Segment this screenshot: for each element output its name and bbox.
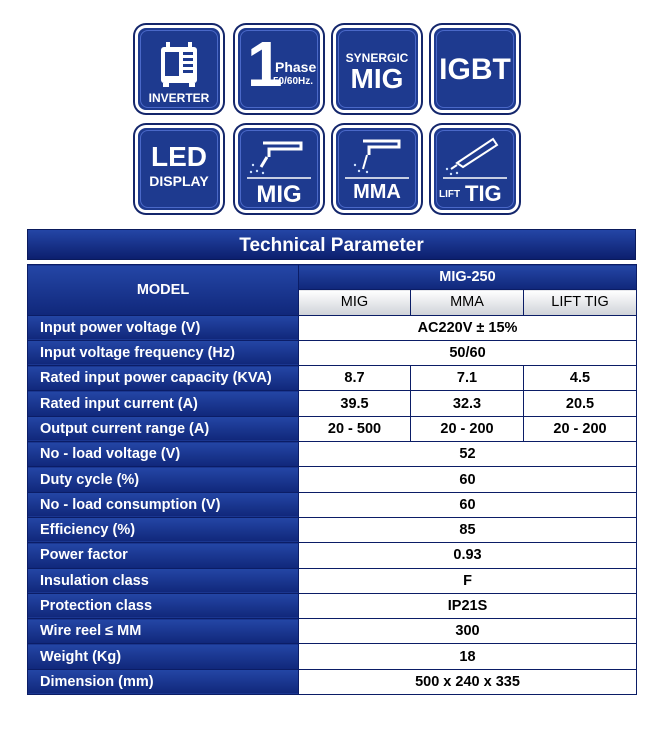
header-row — [28, 265, 637, 290]
parameter-value: 18 — [299, 644, 637, 669]
igbt-icon — [431, 25, 519, 113]
tig-label: TIG — [465, 181, 502, 206]
table-row — [28, 467, 637, 492]
led-display-icon — [135, 125, 223, 213]
single-phase-icon — [235, 25, 323, 113]
model-header: MODEL — [28, 265, 299, 316]
lift-label: LIFT — [439, 189, 461, 200]
parameter-label: Input power voltage (V) — [28, 315, 299, 340]
table-row — [28, 568, 637, 593]
parameter-label: Rated input power capacity (KVA) — [28, 366, 299, 391]
parameter-value: 60 — [299, 492, 637, 517]
parameter-value: 85 — [299, 517, 637, 542]
synergic-mig-label: MIG — [350, 63, 404, 94]
parameter-value: AC220V ± 15% — [299, 315, 637, 340]
led-label: LED — [151, 141, 207, 172]
table-row — [28, 593, 637, 618]
table-row — [28, 442, 637, 467]
table-row — [28, 619, 637, 644]
phase-label: Phase — [275, 59, 317, 75]
parameter-label: Duty cycle (%) — [28, 467, 299, 492]
parameter-value: 20.5 — [524, 391, 637, 416]
mode-lift-tig: LIFT TIG — [524, 290, 637, 315]
table-row — [28, 340, 637, 365]
table-row — [28, 315, 637, 340]
phase-frequency-label: 50/60Hz. — [273, 76, 314, 87]
parameter-value: F — [299, 568, 637, 593]
igbt-label: IGBT — [439, 53, 511, 86]
lift-tig-torch-icon — [431, 125, 519, 213]
mode-mma: MMA — [411, 290, 524, 315]
phase-number: 1 — [247, 28, 283, 100]
parameter-value: 0.93 — [299, 543, 637, 568]
table-row — [28, 366, 637, 391]
table-row — [28, 669, 637, 694]
display-label: DISPLAY — [149, 173, 209, 189]
table-row — [28, 492, 637, 517]
parameter-value: 39.5 — [299, 391, 411, 416]
parameter-value: 50/60 — [299, 340, 637, 365]
mode-mig: MIG — [299, 290, 411, 315]
model-name: MIG-250 — [299, 265, 637, 290]
table-row — [28, 543, 637, 568]
table-row — [28, 416, 637, 441]
parameter-label: Rated input current (A) — [28, 391, 299, 416]
parameter-label: No - load consumption (V) — [28, 492, 299, 517]
parameter-label: No - load voltage (V) — [28, 442, 299, 467]
table-row — [28, 391, 637, 416]
spec-table — [27, 264, 637, 695]
mma-electrode-icon — [333, 125, 421, 213]
parameter-value: 32.3 — [411, 391, 524, 416]
parameter-value: 20 - 500 — [299, 416, 411, 441]
mig-label: MIG — [256, 181, 302, 208]
technical-parameter-title: Technical Parameter — [27, 229, 636, 260]
parameter-value: 52 — [299, 442, 637, 467]
parameter-label: Insulation class — [28, 568, 299, 593]
parameter-label: Efficiency (%) — [28, 517, 299, 542]
mig-torch-icon — [235, 125, 323, 213]
synergic-mig-icon — [333, 25, 421, 113]
parameter-value: 300 — [299, 619, 637, 644]
parameter-label: Wire reel ≤ MM — [28, 619, 299, 644]
parameter-label: Output current range (A) — [28, 416, 299, 441]
parameter-label: Dimension (mm) — [28, 669, 299, 694]
parameter-label: Input voltage frequency (Hz) — [28, 340, 299, 365]
parameter-value: 4.5 — [524, 366, 637, 391]
parameter-value: 20 - 200 — [524, 416, 637, 441]
table-row — [28, 517, 637, 542]
synergic-label: SYNERGIC — [345, 51, 409, 65]
mma-label: MMA — [353, 181, 401, 203]
parameter-value: IP21S — [299, 593, 637, 618]
parameter-label: Protection class — [28, 593, 299, 618]
parameter-value: 500 x 240 x 335 — [299, 669, 637, 694]
parameter-label: Power factor — [28, 543, 299, 568]
table-row — [28, 644, 637, 669]
inverter-label: INVERTER — [148, 91, 210, 105]
inverter-icon — [135, 25, 223, 113]
parameter-value: 8.7 — [299, 366, 411, 391]
parameter-value: 60 — [299, 467, 637, 492]
parameter-label: Weight (Kg) — [28, 644, 299, 669]
parameter-value: 7.1 — [411, 366, 524, 391]
feature-icons — [135, 25, 525, 215]
parameter-value: 20 - 200 — [411, 416, 524, 441]
